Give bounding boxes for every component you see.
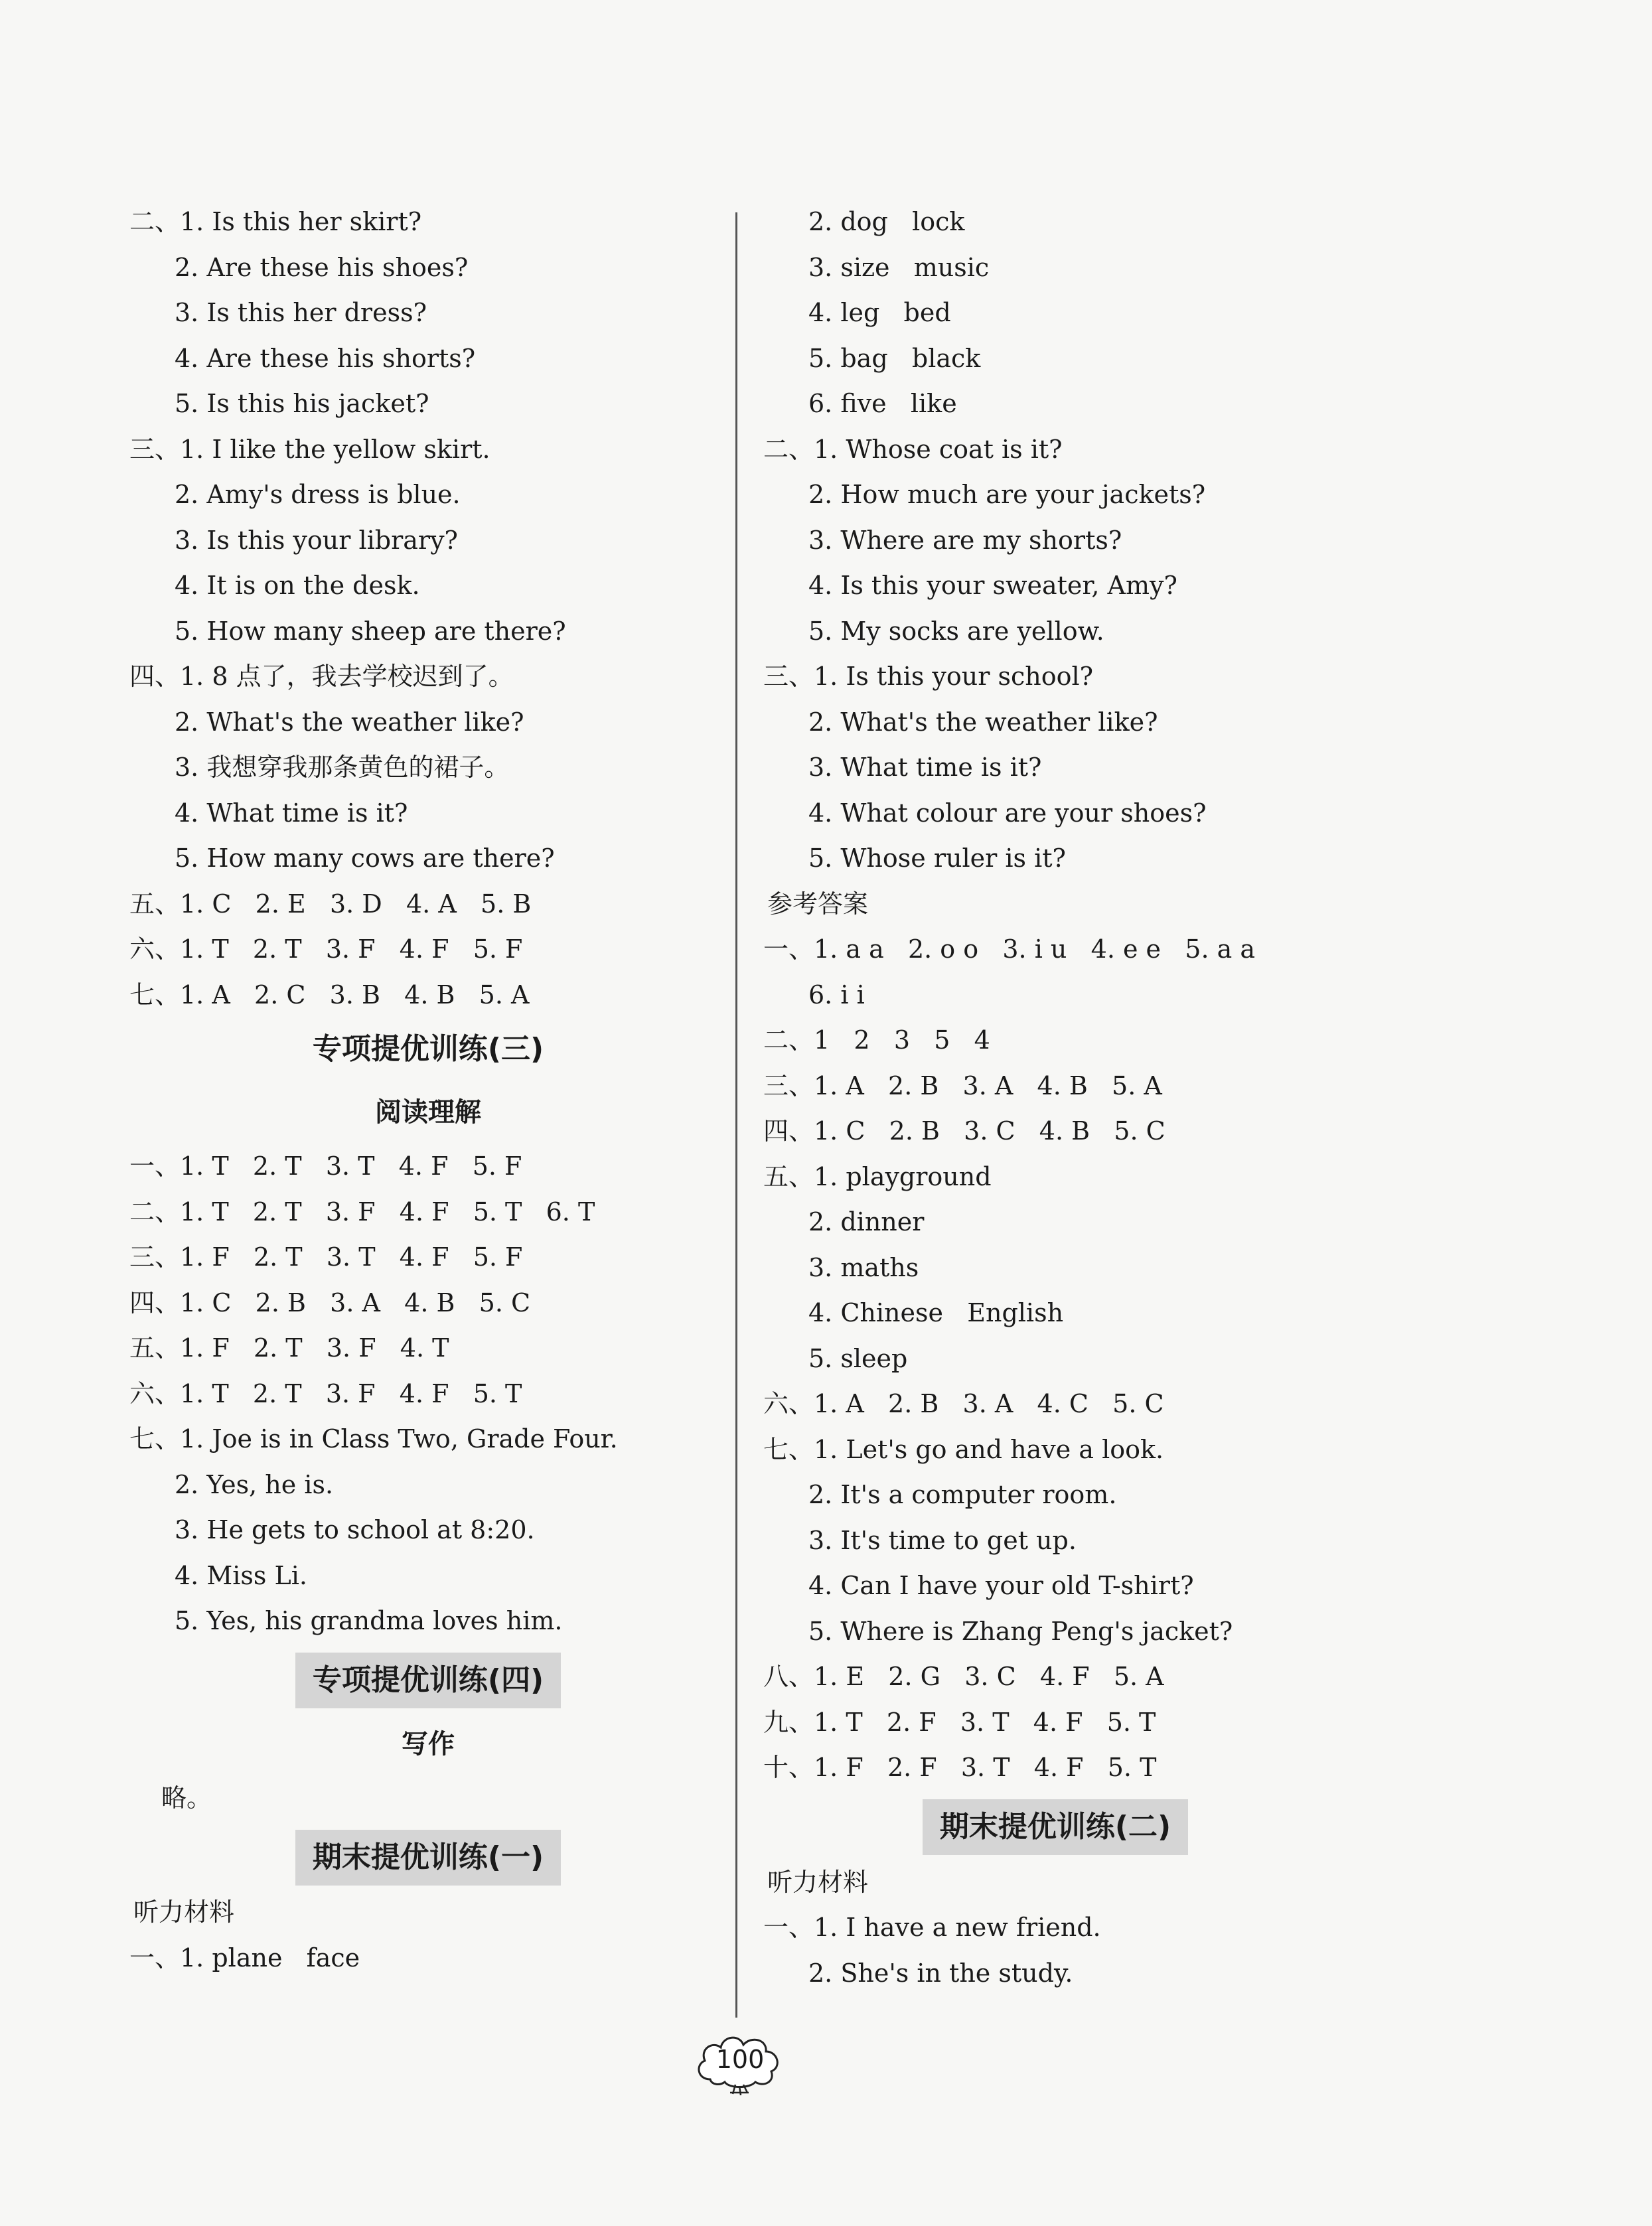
answer-line: 四、1. C 2. B 3. C 4. B 5. C — [763, 1116, 1165, 1146]
answer-line: 一、1. T 2. T 3. T 4. F 5. F — [129, 1151, 522, 1181]
answer-subline: 4. It is on the desk. — [175, 571, 420, 600]
answer-subline: 3. maths — [808, 1252, 919, 1282]
answer-line: 七、1. Joe is in Class Two, Grade Four. — [129, 1424, 618, 1453]
answer-line: 三、1. I like the yellow skirt. — [129, 434, 490, 464]
heading-box: 专项提优训练(四) — [295, 1653, 561, 1708]
answer-line: 五、1. playground — [763, 1161, 992, 1191]
answer-line: 七、1. A 2. C 3. B 4. B 5. A — [129, 980, 530, 1009]
column-divider — [735, 212, 737, 2018]
answer-subline: 3. What time is it? — [808, 753, 1042, 782]
heading-box: 期末提优训练(一) — [295, 1830, 561, 1886]
section-heading-boxed — [763, 1791, 1347, 1860]
answer-line: 一、1. a a 2. o o 3. i u 4. e e 5. a a — [763, 934, 1256, 964]
answer-subline: 4. leg bed — [808, 298, 951, 327]
answer-line: 一、1. I have a new friend. — [763, 1913, 1101, 1942]
answer-subline: 3. It's time to get up. — [808, 1525, 1077, 1555]
answer-subline: 5. Is this his jacket? — [175, 389, 429, 418]
answer-subline: 6. five like — [808, 389, 957, 418]
answer-subline: 4. What colour are your shoes? — [808, 798, 1207, 828]
answer-line: 五、1. F 2. T 3. F 4. T — [129, 1333, 449, 1363]
answer-subline: 3. Is this your library? — [175, 525, 458, 555]
answer-subline: 5. Where is Zhang Peng's jacket? — [808, 1616, 1233, 1646]
section-label: 听力材料 — [133, 1897, 235, 1927]
section-heading-boxed — [129, 1644, 727, 1713]
section-label: 参考答案 — [767, 889, 869, 919]
answer-line: 二、1. Is this her skirt? — [129, 207, 422, 236]
answer-subline: 6. i i — [808, 980, 865, 1009]
answer-subline: 4. Is this your sweater, Amy? — [808, 571, 1177, 600]
answer-subline: 3. Is this her dress? — [175, 298, 427, 327]
answer-subline: 2. She's in the study. — [808, 1958, 1073, 1988]
answer-subline: 2. How much are your jackets? — [808, 480, 1206, 509]
section-label: 听力材料 — [767, 1867, 869, 1897]
answer-subline: 2. dinner — [808, 1207, 925, 1236]
answer-subline: 5. How many sheep are there? — [175, 616, 566, 646]
answer-subline: 2. Amy's dress is blue. — [175, 480, 461, 509]
answer-subline: 3. 我想穿我那条黄色的裙子。 — [175, 753, 510, 782]
answer-subline: 5. My socks are yellow. — [808, 616, 1104, 646]
answer-subline: 5. How many cows are there? — [175, 844, 555, 873]
answer-line: 五、1. C 2. E 3. D 4. A 5. B — [129, 889, 532, 919]
section-heading-boxed — [129, 1820, 727, 1890]
heading-box: 期末提优训练(二) — [923, 1799, 1188, 1855]
answer-line: 二、1. Whose coat is it? — [763, 434, 1063, 464]
answer-subline: 4. Can I have your old T-shirt? — [808, 1571, 1194, 1600]
answer-line: 六、1. T 2. T 3. F 4. F 5. F — [129, 934, 523, 964]
answer-line: 十、1. F 2. F 3. T 4. F 5. T — [763, 1753, 1157, 1782]
answer-subline: 2. dog lock — [808, 207, 965, 236]
answer-line: 一、1. plane face — [129, 1943, 360, 1972]
section-heading: 专项提优训练(三) — [312, 1032, 544, 1066]
answer-subline: 4. Are these his shorts? — [175, 343, 476, 373]
answer-line: 三、1. A 2. B 3. A 4. B 5. A — [763, 1071, 1162, 1100]
section-subheading: 写作 — [402, 1728, 455, 1759]
answer-subline: 2. What's the weather like? — [175, 707, 524, 737]
right-column — [763, 199, 1347, 1996]
answer-subline: 3. size music — [808, 252, 990, 282]
answer-line: 三、1. Is this your school? — [763, 662, 1094, 691]
answer-line: 三、1. F 2. T 3. T 4. F 5. F — [129, 1242, 523, 1272]
answer-subline: 4. Miss Li. — [175, 1560, 307, 1590]
answer-subline: 5. Yes, his grandma loves him. — [175, 1606, 563, 1635]
note-text: 略。 — [161, 1783, 212, 1813]
answer-line: 九、1. T 2. F 3. T 4. F 5. T — [763, 1707, 1156, 1737]
answer-subline: 4. Chinese English — [808, 1298, 1064, 1327]
answer-line: 四、1. 8 点了，我去学校迟到了。 — [129, 662, 514, 691]
answer-subline: 5. Whose ruler is it? — [808, 844, 1066, 873]
answer-subline: 5. bag black — [808, 343, 981, 373]
answer-line: 六、1. A 2. B 3. A 4. C 5. C — [763, 1389, 1164, 1418]
answer-subline: 4. What time is it? — [175, 798, 408, 828]
answer-line: 四、1. C 2. B 3. A 4. B 5. C — [129, 1288, 531, 1317]
answer-subline: 3. He gets to school at 8:20. — [175, 1515, 535, 1544]
answer-subline: 2. What's the weather like? — [808, 707, 1158, 737]
answer-subline: 2. Are these his shoes? — [175, 252, 469, 282]
section-subheading: 阅读理解 — [375, 1097, 481, 1128]
left-column — [129, 199, 727, 1980]
answer-line: 八、1. E 2. G 3. C 4. F 5. A — [763, 1662, 1164, 1691]
answer-line: 二、1. T 2. T 3. F 4. F 5. T 6. T — [129, 1197, 595, 1226]
answer-subline: 3. Where are my shorts? — [808, 525, 1122, 555]
answer-line: 六、1. T 2. T 3. F 4. F 5. T — [129, 1378, 522, 1408]
answer-subline: 2. Yes, he is. — [175, 1469, 334, 1499]
page-number: 100 — [715, 2045, 765, 2074]
answer-subline: 2. It's a computer room. — [808, 1480, 1117, 1509]
answer-line: 二、1 2 3 5 4 — [763, 1025, 990, 1055]
answer-subline: 5. sleep — [808, 1343, 908, 1373]
answer-line: 七、1. Let's go and have a look. — [763, 1434, 1164, 1464]
